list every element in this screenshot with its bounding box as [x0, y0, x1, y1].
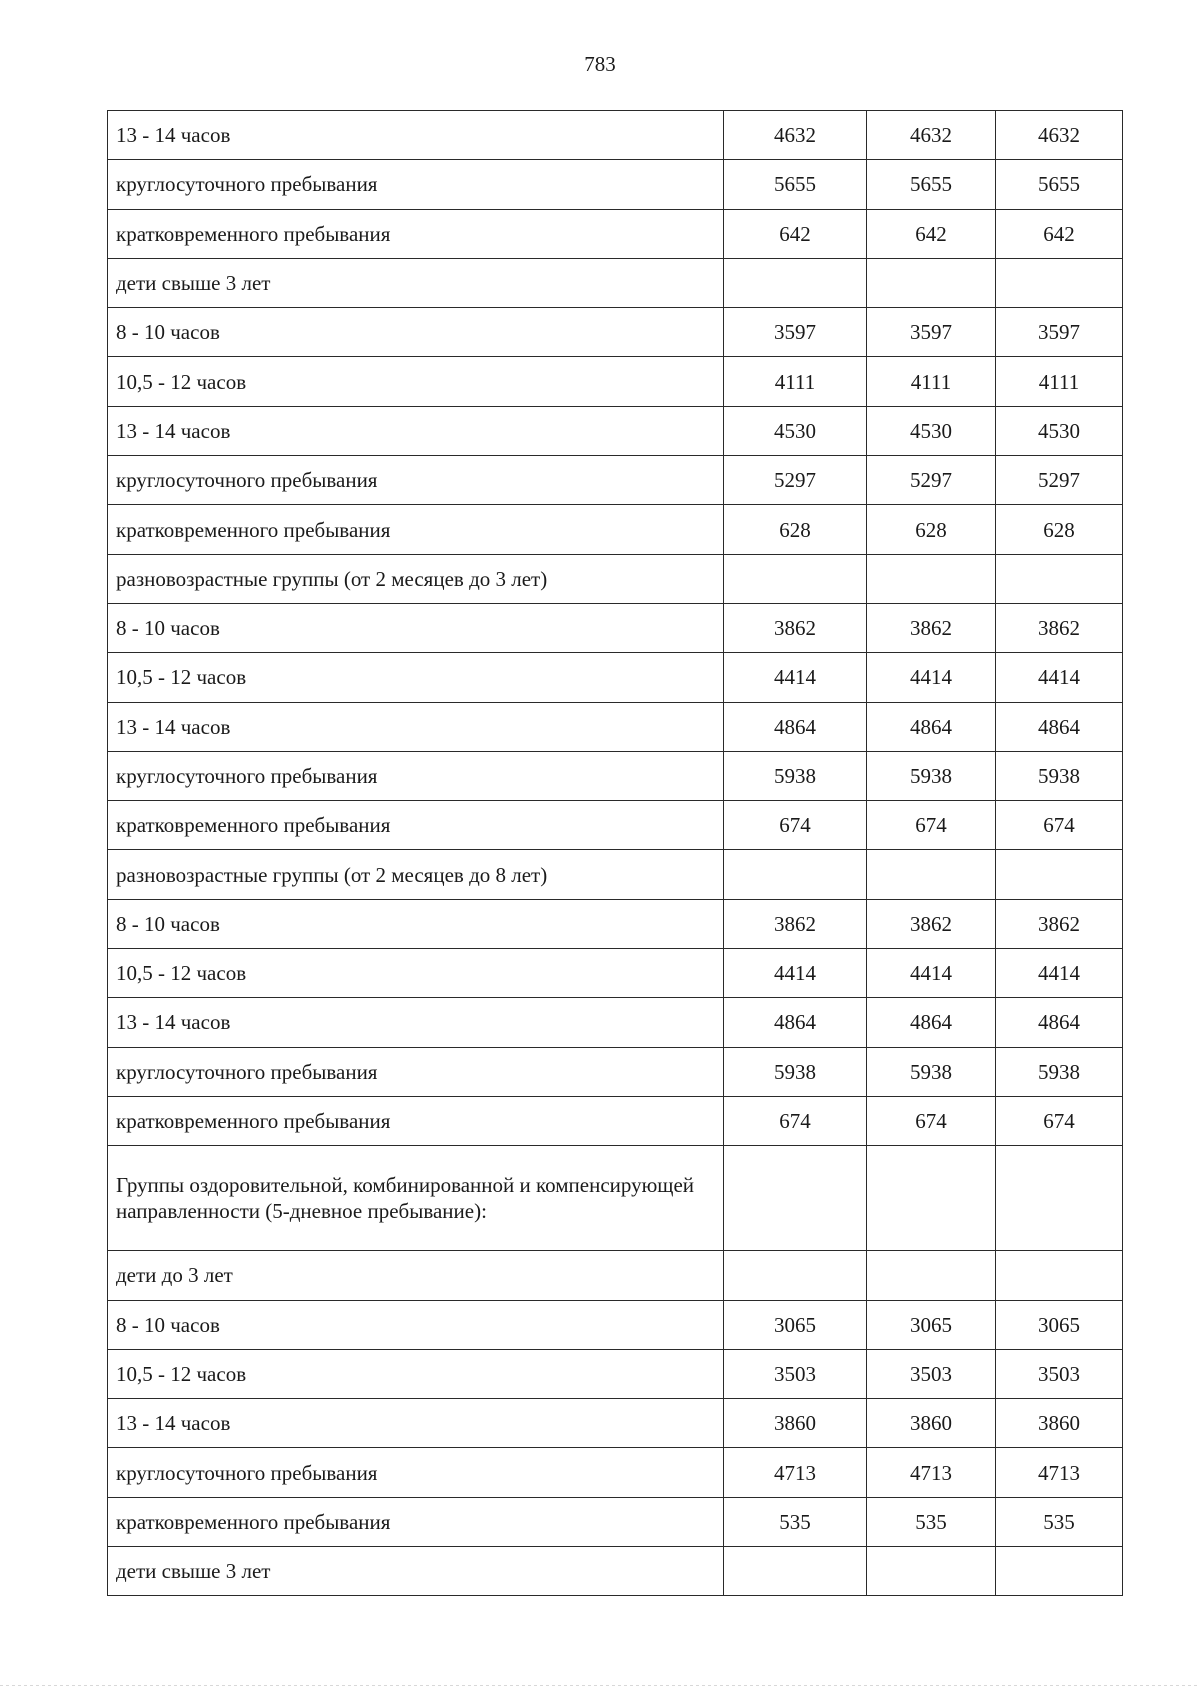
- table-row: [108, 111, 1123, 160]
- section-header-row: [108, 554, 1123, 603]
- value-cell-1: [724, 1251, 867, 1300]
- table-row: [108, 308, 1123, 357]
- value-cell-2: 3862: [867, 603, 996, 652]
- value-cell-2: 674: [867, 801, 996, 850]
- row-label: круглосуточного пребывания: [108, 751, 724, 800]
- table-row: [108, 1300, 1123, 1349]
- section-label: Группы оздоровительной, комбинированной и компенсирующей направленности (5-дневное пребывание):: [108, 1146, 724, 1251]
- value-cell-2: [867, 1547, 996, 1596]
- section-label: дети до 3 лет: [108, 1251, 724, 1300]
- row-label: круглосуточного пребывания: [108, 456, 724, 505]
- value-cell-3: 4414: [996, 653, 1123, 702]
- row-label: кратковременного пребывания: [108, 1497, 724, 1546]
- value-cell-1: [724, 1547, 867, 1596]
- table-row: [108, 406, 1123, 455]
- section-header-row: [108, 1251, 1123, 1300]
- table-row: [108, 949, 1123, 998]
- row-label: 10,5 - 12 часов: [108, 653, 724, 702]
- row-label: 8 - 10 часов: [108, 899, 724, 948]
- table-row: [108, 209, 1123, 258]
- value-cell-1: [724, 850, 867, 899]
- row-label: круглосуточного пребывания: [108, 1448, 724, 1497]
- value-cell-1: 4111: [724, 357, 867, 406]
- row-label: 13 - 14 часов: [108, 702, 724, 751]
- tariff-table: [107, 110, 1123, 1596]
- value-cell-3: 3503: [996, 1349, 1123, 1398]
- value-cell-2: 3503: [867, 1349, 996, 1398]
- value-cell-3: 674: [996, 1096, 1123, 1145]
- value-cell-2: [867, 258, 996, 307]
- section-label: разновозрастные группы (от 2 месяцев до 8 лет): [108, 850, 724, 899]
- value-cell-3: 3065: [996, 1300, 1123, 1349]
- row-label: 13 - 14 часов: [108, 998, 724, 1047]
- value-cell-3: [996, 1251, 1123, 1300]
- value-cell-2: 3597: [867, 308, 996, 357]
- row-label: 13 - 14 часов: [108, 406, 724, 455]
- value-cell-1: 3862: [724, 603, 867, 652]
- value-cell-1: 4864: [724, 998, 867, 1047]
- row-label: 13 - 14 часов: [108, 1399, 724, 1448]
- value-cell-3: 674: [996, 801, 1123, 850]
- value-cell-1: [724, 554, 867, 603]
- value-cell-3: 3862: [996, 603, 1123, 652]
- table-row: [108, 801, 1123, 850]
- section-header-row: [108, 850, 1123, 899]
- value-cell-2: 4864: [867, 702, 996, 751]
- value-cell-1: 3503: [724, 1349, 867, 1398]
- value-cell-3: 3862: [996, 899, 1123, 948]
- row-label: кратковременного пребывания: [108, 1096, 724, 1145]
- value-cell-2: 4713: [867, 1448, 996, 1497]
- table-row: [108, 456, 1123, 505]
- row-label: 10,5 - 12 часов: [108, 357, 724, 406]
- row-label: 10,5 - 12 часов: [108, 949, 724, 998]
- table-row: [108, 160, 1123, 209]
- value-cell-2: 3065: [867, 1300, 996, 1349]
- row-label: 8 - 10 часов: [108, 308, 724, 357]
- value-cell-2: 3862: [867, 899, 996, 948]
- section-header-row: [108, 1146, 1123, 1251]
- value-cell-2: [867, 850, 996, 899]
- table-row: [108, 998, 1123, 1047]
- row-label: кратковременного пребывания: [108, 505, 724, 554]
- value-cell-3: 5655: [996, 160, 1123, 209]
- value-cell-1: 4414: [724, 949, 867, 998]
- table-row: [108, 1448, 1123, 1497]
- table-row: [108, 505, 1123, 554]
- value-cell-3: 628: [996, 505, 1123, 554]
- value-cell-2: 4864: [867, 998, 996, 1047]
- value-cell-2: 4632: [867, 111, 996, 160]
- value-cell-2: 642: [867, 209, 996, 258]
- value-cell-1: 3597: [724, 308, 867, 357]
- value-cell-3: 4530: [996, 406, 1123, 455]
- value-cell-3: [996, 554, 1123, 603]
- value-cell-3: [996, 850, 1123, 899]
- table-row: [108, 702, 1123, 751]
- value-cell-1: 5938: [724, 751, 867, 800]
- value-cell-2: 5297: [867, 456, 996, 505]
- value-cell-3: 4632: [996, 111, 1123, 160]
- table-row: [108, 751, 1123, 800]
- value-cell-3: 5297: [996, 456, 1123, 505]
- section-label: дети свыше 3 лет: [108, 258, 724, 307]
- table-row: [108, 1096, 1123, 1145]
- value-cell-2: 4111: [867, 357, 996, 406]
- value-cell-2: 4414: [867, 653, 996, 702]
- value-cell-3: 642: [996, 209, 1123, 258]
- value-cell-2: 5655: [867, 160, 996, 209]
- table-row: [108, 603, 1123, 652]
- value-cell-1: 4632: [724, 111, 867, 160]
- value-cell-1: 628: [724, 505, 867, 554]
- value-cell-1: [724, 258, 867, 307]
- section-header-row: [108, 258, 1123, 307]
- value-cell-3: 4864: [996, 702, 1123, 751]
- scan-edge-divider: [0, 1685, 1200, 1686]
- value-cell-1: [724, 1146, 867, 1251]
- value-cell-3: 4864: [996, 998, 1123, 1047]
- value-cell-1: 5297: [724, 456, 867, 505]
- row-label: кратковременного пребывания: [108, 209, 724, 258]
- value-cell-1: 3860: [724, 1399, 867, 1448]
- table-row: [108, 653, 1123, 702]
- value-cell-3: [996, 258, 1123, 307]
- value-cell-3: 4414: [996, 949, 1123, 998]
- value-cell-3: 3860: [996, 1399, 1123, 1448]
- value-cell-3: 4713: [996, 1448, 1123, 1497]
- value-cell-2: 5938: [867, 1047, 996, 1096]
- table-row: [108, 1349, 1123, 1398]
- value-cell-1: 535: [724, 1497, 867, 1546]
- value-cell-1: 3862: [724, 899, 867, 948]
- value-cell-2: 5938: [867, 751, 996, 800]
- value-cell-1: 3065: [724, 1300, 867, 1349]
- row-label: 13 - 14 часов: [108, 111, 724, 160]
- value-cell-1: 674: [724, 1096, 867, 1145]
- value-cell-2: 628: [867, 505, 996, 554]
- table-row: [108, 357, 1123, 406]
- value-cell-2: [867, 1251, 996, 1300]
- value-cell-1: 674: [724, 801, 867, 850]
- table-row: [108, 1497, 1123, 1546]
- value-cell-1: 4414: [724, 653, 867, 702]
- row-label: кратковременного пребывания: [108, 801, 724, 850]
- value-cell-2: [867, 554, 996, 603]
- value-cell-3: 5938: [996, 751, 1123, 800]
- value-cell-1: 4864: [724, 702, 867, 751]
- row-label: круглосуточного пребывания: [108, 160, 724, 209]
- table-row: [108, 899, 1123, 948]
- value-cell-1: 642: [724, 209, 867, 258]
- value-cell-1: 4713: [724, 1448, 867, 1497]
- value-cell-2: 535: [867, 1497, 996, 1546]
- value-cell-2: 3860: [867, 1399, 996, 1448]
- section-header-row: [108, 1547, 1123, 1596]
- value-cell-1: 5655: [724, 160, 867, 209]
- section-label: дети свыше 3 лет: [108, 1547, 724, 1596]
- value-cell-2: 674: [867, 1096, 996, 1145]
- row-label: круглосуточного пребывания: [108, 1047, 724, 1096]
- value-cell-3: [996, 1146, 1123, 1251]
- value-cell-3: [996, 1547, 1123, 1596]
- value-cell-2: 4414: [867, 949, 996, 998]
- value-cell-3: 4111: [996, 357, 1123, 406]
- table-row: [108, 1047, 1123, 1096]
- value-cell-3: 535: [996, 1497, 1123, 1546]
- section-label: разновозрастные группы (от 2 месяцев до 3 лет): [108, 554, 724, 603]
- value-cell-1: 5938: [724, 1047, 867, 1096]
- row-label: 10,5 - 12 часов: [108, 1349, 724, 1398]
- table-row: [108, 1399, 1123, 1448]
- row-label: 8 - 10 часов: [108, 1300, 724, 1349]
- value-cell-2: [867, 1146, 996, 1251]
- value-cell-3: 3597: [996, 308, 1123, 357]
- page-number: 783: [584, 52, 616, 76]
- value-cell-2: 4530: [867, 406, 996, 455]
- row-label: 8 - 10 часов: [108, 603, 724, 652]
- value-cell-3: 5938: [996, 1047, 1123, 1096]
- value-cell-1: 4530: [724, 406, 867, 455]
